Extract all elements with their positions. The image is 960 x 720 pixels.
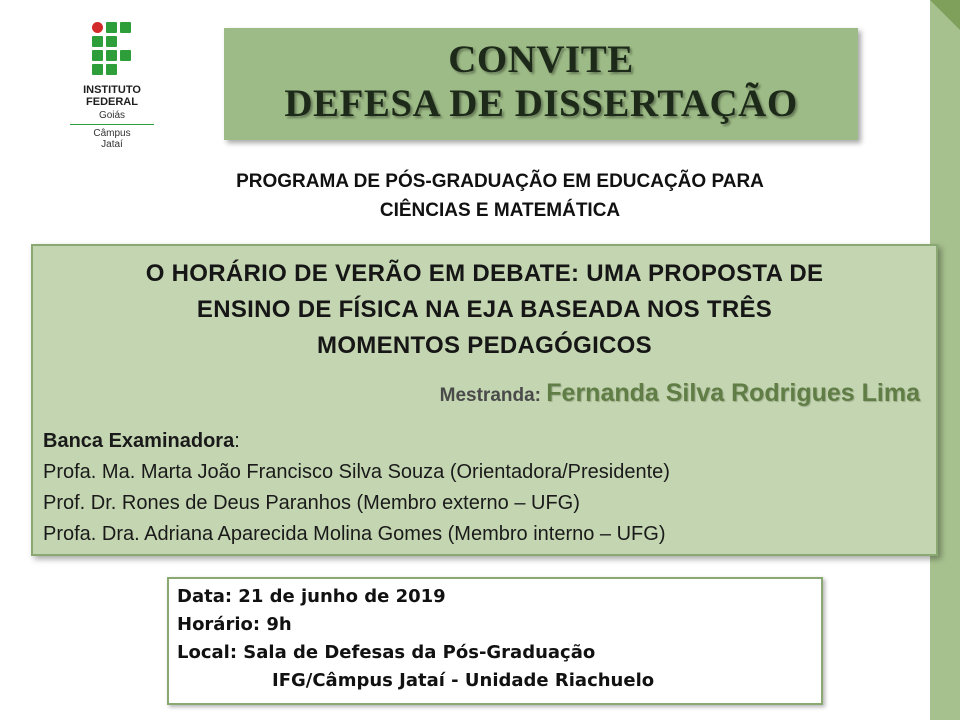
program-line2: CIÊNCIAS E MATEMÁTICA [379, 200, 621, 221]
logo-text-line2: FEDERAL [86, 96, 138, 108]
logo-text-line4: Câmpus [93, 128, 131, 139]
student-name: Fernanda Silva Rodrigues Lima [546, 379, 920, 407]
thesis-line2: ENSINO DE FÍSICA NA EJA BASEADA NOS TRÊS [196, 296, 773, 323]
thesis-panel [31, 244, 938, 556]
event-place-detail: IFG/Câmpus Jataí - Unidade Riachuelo [272, 670, 655, 691]
title-line2: DEFESA DE DISSERTAÇÃO [284, 82, 798, 125]
student-label: Mestranda: [439, 385, 547, 406]
logo-grid-icon [92, 22, 134, 80]
program-line1: PROGRAMA DE PÓS-GRADUAÇÃO EM EDUCAÇÃO PARA [236, 171, 764, 192]
student-line [440, 379, 920, 408]
logo-text-line3: Goiás [98, 110, 126, 121]
banca-section [43, 426, 670, 550]
banca-heading-colon: : [234, 430, 240, 452]
thesis-line3: MOMENTOS PEDAGÓGICOS [317, 332, 652, 359]
banca-member: Prof. Dr. Rones de Deus Paranhos (Membro externo – UFG) [43, 492, 580, 514]
title-line1: CONVITE [448, 38, 634, 81]
title-banner [224, 28, 858, 140]
ifg-logo [62, 22, 162, 172]
event-date: Data: 21 de junho de 2019 [177, 586, 446, 607]
banca-heading [43, 426, 670, 457]
event-info-box [167, 577, 823, 705]
logo-text-line1: INSTITUTO [83, 84, 141, 96]
event-time: Horário: 9h [177, 614, 292, 635]
thesis-title [41, 256, 928, 364]
banca-heading-text: Banca Examinadora [43, 430, 235, 452]
logo-text-line5: Jataí [101, 139, 123, 150]
logo-divider [70, 124, 154, 125]
event-place: Local: Sala de Defesas da Pós-Graduação [177, 642, 596, 663]
program-name [120, 167, 880, 225]
thesis-line1: O HORÁRIO DE VERÃO EM DEBATE: UMA PROPOSTA DE [145, 260, 824, 287]
banca-member: Profa. Dra. Adriana Aparecida Molina Gomes (Membro interno – UFG) [43, 523, 666, 545]
banca-member: Profa. Ma. Marta João Francisco Silva Souza (Orientadora/Presidente) [43, 461, 670, 483]
